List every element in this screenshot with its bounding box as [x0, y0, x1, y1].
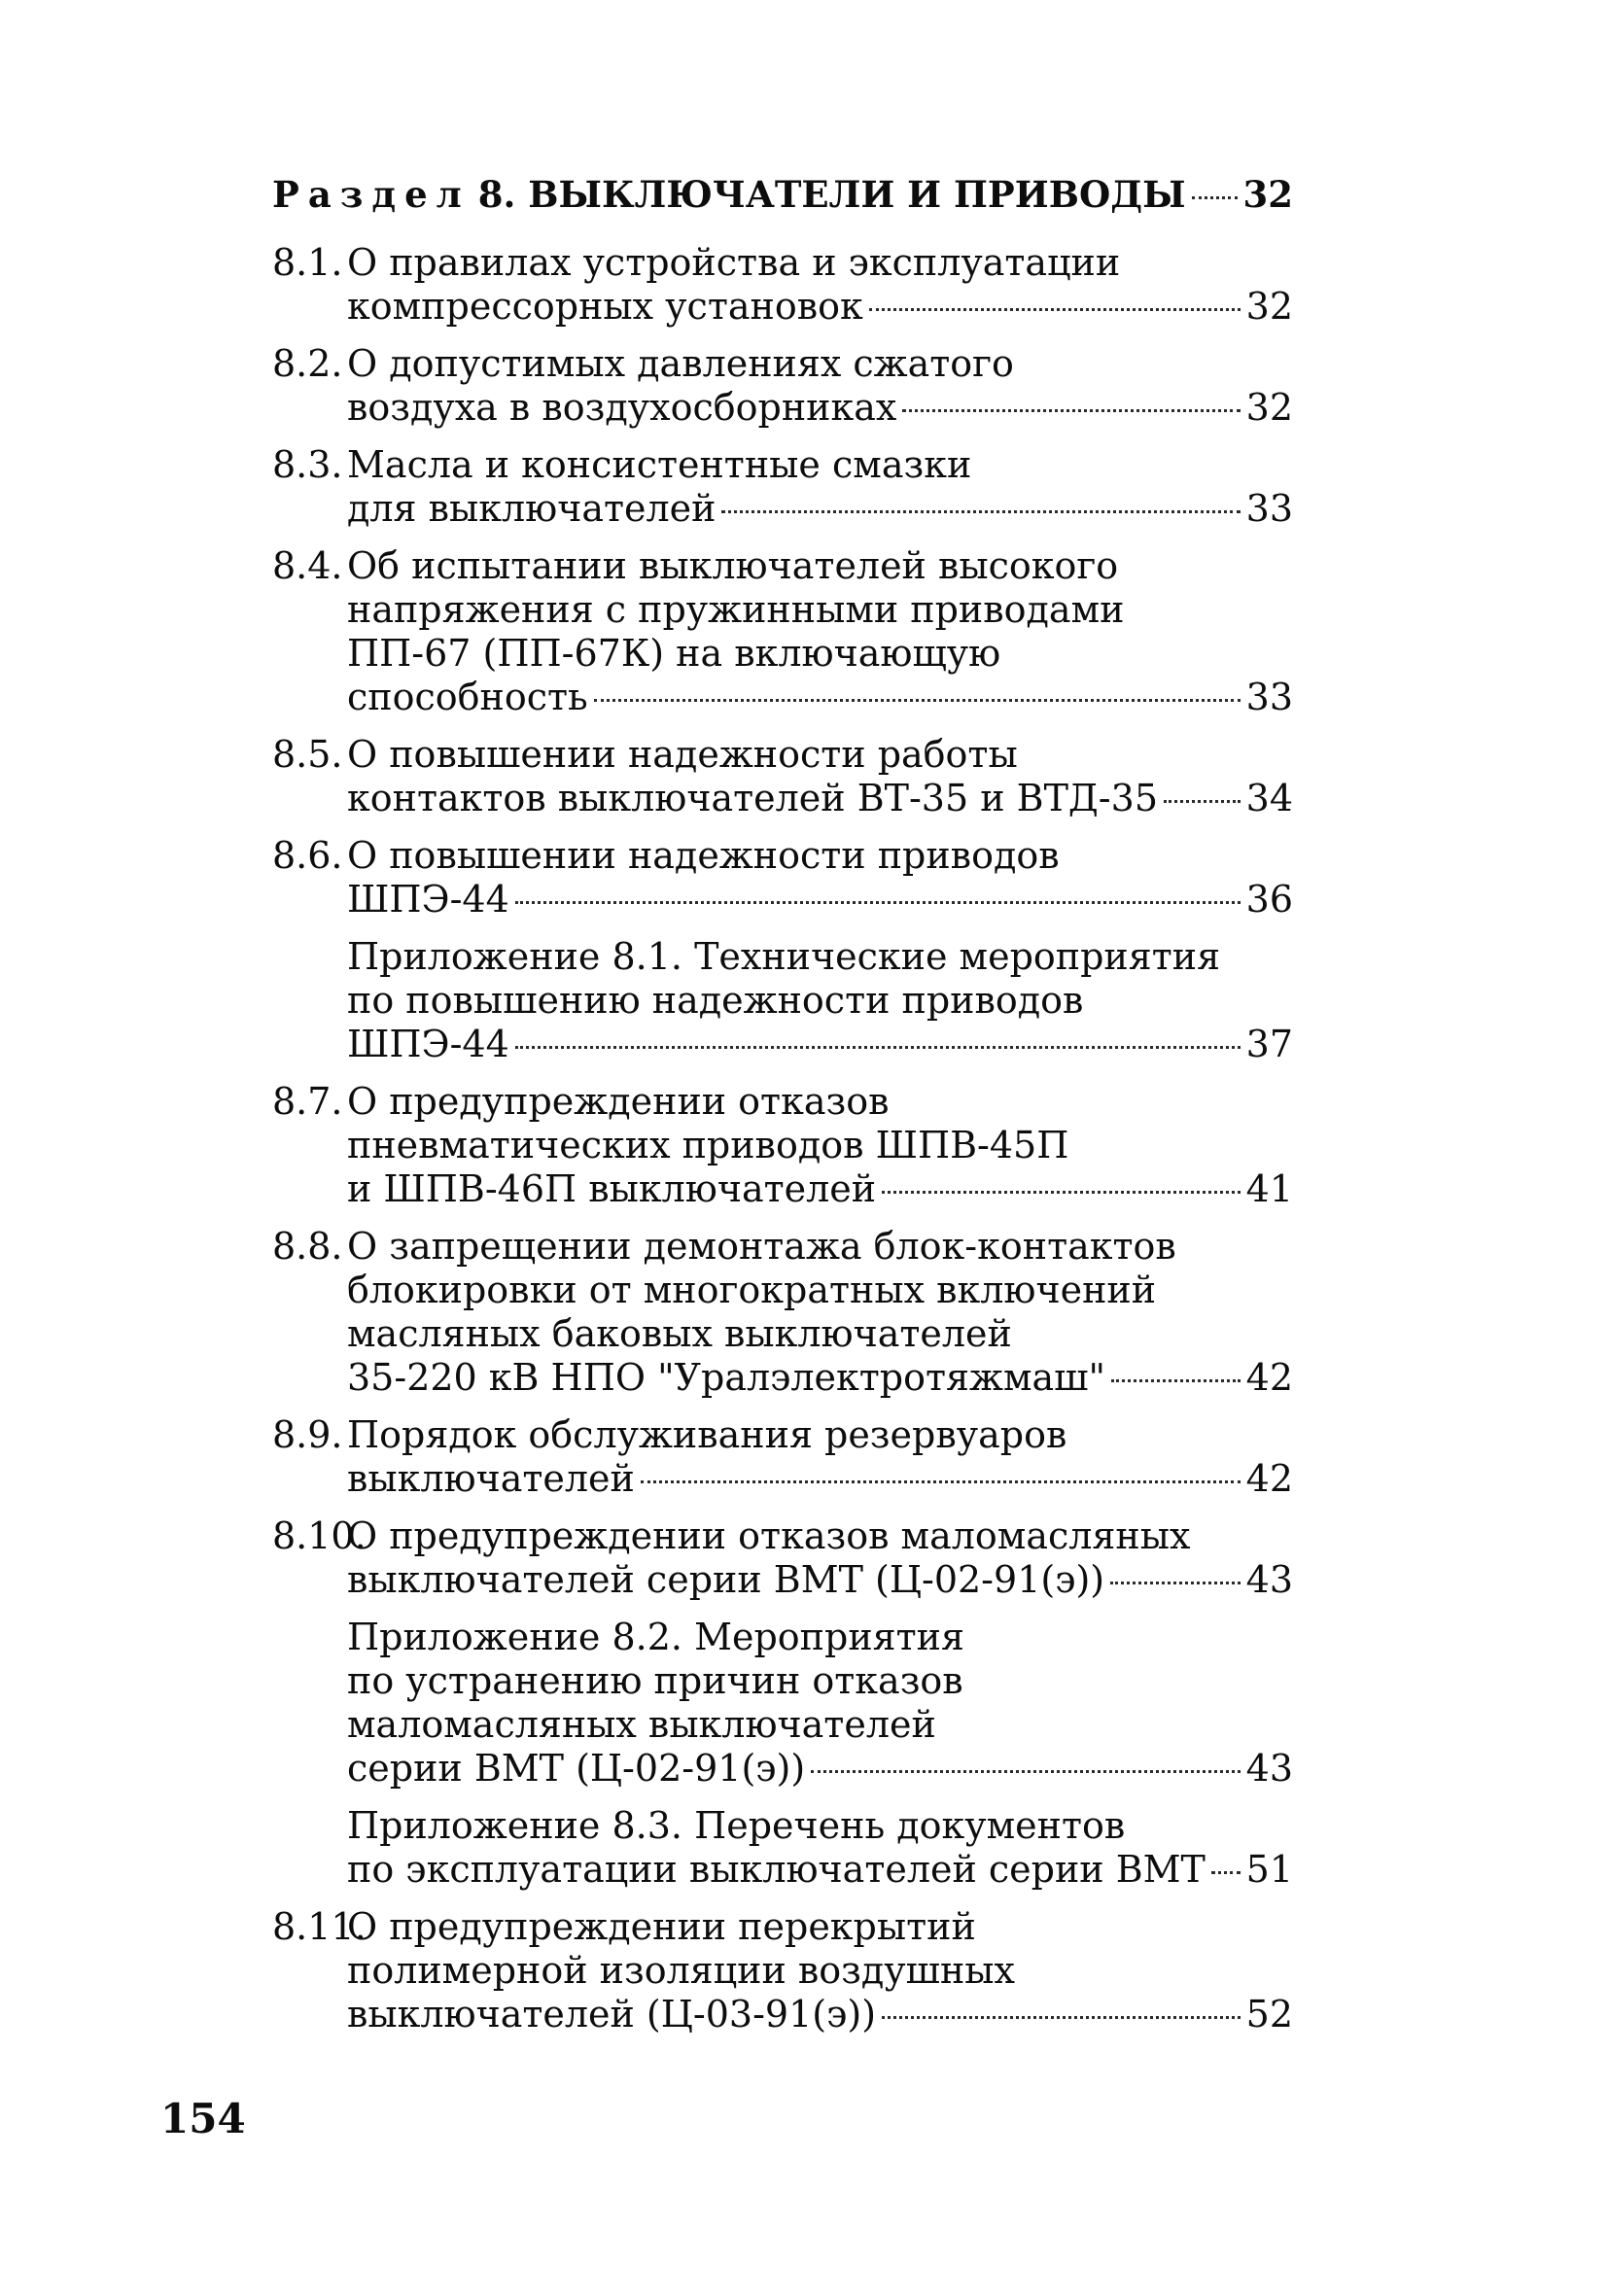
entry-title-line: О правилах устройства и эксплуатации	[347, 241, 1121, 284]
entry-title-line: Приложение 8.1. Технические мероприятия	[347, 935, 1221, 978]
entry-title	[347, 1080, 1293, 1211]
entry-title-line: серии ВМТ (Ц-02-91(э))	[347, 1747, 806, 1790]
dot-leader	[641, 1480, 1241, 1483]
entry-number: 8.5.	[272, 733, 343, 776]
entry-title	[347, 342, 1293, 430]
toc-entry	[272, 834, 1293, 922]
toc-entry	[272, 544, 1293, 719]
entry-title-line: способность	[347, 676, 588, 718]
entry-title	[347, 443, 1293, 531]
entry-title	[347, 935, 1293, 1066]
entry-title-line: выключателей	[347, 1457, 635, 1500]
entry-final-line	[347, 487, 1293, 531]
entry-number: 8.7.	[272, 1080, 343, 1123]
entry-page: 33	[1245, 676, 1293, 718]
entry-title-line: ПП-67 (ПП-67К) на включающую	[347, 632, 1001, 675]
entry-page: 43	[1245, 1747, 1293, 1790]
entry-number: 8.6.	[272, 834, 343, 877]
entry-number: 8.9.	[272, 1413, 343, 1456]
entry-final-line	[347, 777, 1293, 820]
entry-title-line: 35-220 кВ НПО "Уралэлектротяжмаш"	[347, 1356, 1105, 1399]
entry-number: 8.3.	[272, 443, 343, 486]
entry-number: 8.1.	[272, 241, 343, 284]
entry-title	[347, 1616, 1293, 1791]
entry-title-line: Порядок обслуживания резервуаров	[347, 1413, 1067, 1456]
entry-page: 52	[1245, 1993, 1293, 2035]
dot-leader	[811, 1770, 1240, 1773]
entry-final-line	[347, 1167, 1293, 1211]
entry-final-line	[347, 1993, 1293, 2036]
entry-title-line: О предупреждении отказов маломасляных	[347, 1514, 1191, 1557]
dot-leader	[869, 308, 1241, 311]
entry-title	[347, 1804, 1293, 1892]
dot-leader	[515, 901, 1241, 904]
entry-title-line: блокировки от многократных включений	[347, 1269, 1157, 1311]
entry-page: 42	[1245, 1457, 1293, 1500]
dot-leader	[1211, 1871, 1241, 1874]
entry-title-line: напряжения с пружинными приводами	[347, 588, 1125, 631]
entry-title-line: О предупреждении отказов	[347, 1080, 890, 1123]
entry-final-line	[347, 1356, 1293, 1400]
toc-entry	[272, 443, 1293, 531]
dot-leader	[1164, 800, 1241, 803]
toc-entries	[272, 241, 1293, 2036]
entry-final-line	[347, 285, 1293, 329]
toc-entry	[272, 1905, 1293, 2036]
toc-appendix-entry	[272, 1616, 1293, 1791]
entry-page: 43	[1245, 1558, 1293, 1601]
entry-title-line: по эксплуатации выключателей серии ВМТ	[347, 1848, 1206, 1891]
toc-appendix-entry	[272, 1804, 1293, 1892]
entry-title	[347, 544, 1293, 719]
entry-final-line	[347, 1848, 1293, 1892]
entry-page: 36	[1245, 878, 1293, 921]
entry-title	[347, 1413, 1293, 1501]
entry-title-line: масляных баковых выключателей	[347, 1312, 1012, 1355]
entry-title-line: компрессорных установок	[347, 285, 863, 328]
dot-leader	[882, 2016, 1241, 2019]
entry-title-line: воздуха в воздухосборниках	[347, 386, 897, 429]
section-heading	[272, 173, 1293, 217]
entry-page: 41	[1245, 1167, 1293, 1210]
entry-page: 33	[1245, 487, 1293, 530]
entry-page: 32	[1245, 386, 1293, 429]
toc-appendix-entry	[272, 935, 1293, 1066]
entry-title-line: для выключателей	[347, 487, 717, 530]
dot-leader	[1111, 1379, 1241, 1382]
entry-number: 8.2.	[272, 342, 343, 385]
toc-entry	[272, 342, 1293, 430]
entry-title-line: О предупреждении перекрытий	[347, 1905, 976, 1948]
entry-title	[347, 1514, 1293, 1602]
entry-title-line: контактов выключателей ВТ-35 и ВТД-35	[347, 777, 1158, 819]
entry-title-line: Приложение 8.3. Перечень документов	[347, 1804, 1126, 1847]
entry-title-line: выключателей серии ВМТ (Ц-02-91(э))	[347, 1558, 1105, 1601]
dot-leader	[594, 699, 1241, 702]
entry-title-line: Масла и консистентные смазки	[347, 443, 972, 486]
entry-number: 8.10.	[272, 1514, 367, 1557]
entry-title-line: Приложение 8.2. Мероприятия	[347, 1616, 964, 1658]
entry-page: 51	[1245, 1848, 1293, 1891]
entry-title-line: выключателей (Ц-03-91(э))	[347, 1993, 877, 2035]
entry-title-line: пневматических приводов ШПВ-45П	[347, 1124, 1069, 1166]
entry-title-line: О повышении надежности приводов	[347, 834, 1060, 877]
entry-final-line	[347, 1023, 1293, 1066]
entry-title-line: ШПЭ-44	[347, 1023, 509, 1065]
dot-leader	[515, 1046, 1241, 1049]
entry-title-line: О повышении надежности работы	[347, 733, 1018, 776]
entry-title-line: О допустимых давлениях сжатого	[347, 342, 1014, 385]
entry-page: 32	[1245, 285, 1293, 328]
toc-entry	[272, 1225, 1293, 1400]
entry-number: 8.11.	[272, 1905, 367, 1948]
entry-title-line: маломасляных выключателей	[347, 1703, 936, 1746]
page-number: 154	[160, 2095, 246, 2142]
entry-title-line: ШПЭ-44	[347, 878, 509, 921]
entry-final-line	[347, 878, 1293, 922]
entry-number: 8.4.	[272, 544, 343, 587]
toc-entry	[272, 733, 1293, 820]
entry-final-line	[347, 1457, 1293, 1501]
toc-entry	[272, 241, 1293, 329]
entry-page: 34	[1245, 777, 1293, 819]
dot-leader	[902, 409, 1240, 412]
entry-final-line	[347, 386, 1293, 430]
section-page: 32	[1242, 173, 1293, 216]
dot-leader	[882, 1191, 1241, 1194]
entry-number: 8.8.	[272, 1225, 343, 1268]
dot-leader	[1192, 196, 1238, 199]
toc-entry	[272, 1413, 1293, 1501]
entry-title-line: по повышению надежности приводов	[347, 979, 1084, 1022]
entry-final-line	[347, 676, 1293, 719]
entry-title-line: О запрещении демонтажа блок-контактов	[347, 1225, 1176, 1268]
toc-entry	[272, 1514, 1293, 1602]
entry-title	[347, 834, 1293, 922]
entry-page: 42	[1245, 1356, 1293, 1399]
entry-final-line	[347, 1747, 1293, 1791]
entry-title	[347, 1905, 1293, 2036]
section-prefix: Раздел	[272, 173, 471, 216]
table-of-contents	[272, 173, 1293, 2050]
dot-leader	[721, 510, 1240, 513]
entry-final-line	[347, 1558, 1293, 1602]
dot-leader	[1110, 1582, 1241, 1584]
toc-entry	[272, 1080, 1293, 1211]
entry-title-line: по устранению причин отказов	[347, 1659, 963, 1702]
entry-title	[347, 1225, 1293, 1400]
entry-title-line: и ШПВ-46П выключателей	[347, 1167, 877, 1210]
entry-title	[347, 241, 1293, 329]
section-title: 8. ВЫКЛЮЧАТЕЛИ И ПРИВОДЫ	[477, 173, 1186, 216]
entry-page: 37	[1245, 1023, 1293, 1065]
entry-title	[347, 733, 1293, 820]
entry-title-line: Об испытании выключателей высокого	[347, 544, 1119, 587]
entry-title-line: полимерной изоляции воздушных	[347, 1949, 1015, 1992]
